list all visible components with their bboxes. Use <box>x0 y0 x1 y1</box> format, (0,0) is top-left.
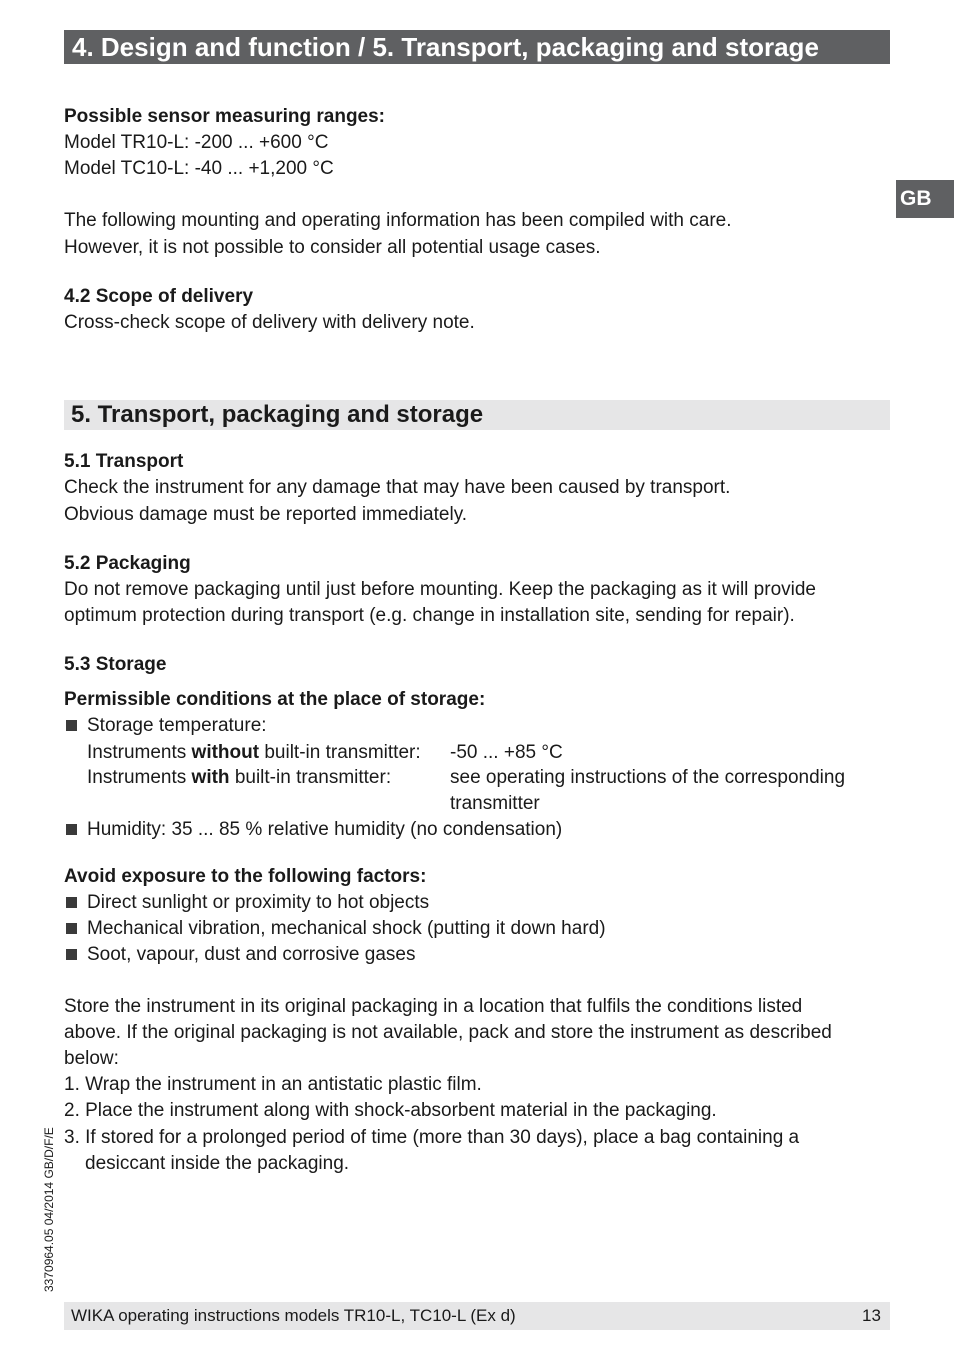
bullet-square <box>66 897 77 908</box>
store-step-continued: desiccant inside the packaging. <box>85 1153 350 1174</box>
store-step: 2. Place the instrument along with shock-absorbent material in the packaging. <box>64 1100 717 1121</box>
scope-text: Cross-check scope of delivery with delivery note. <box>64 312 475 333</box>
footer-text: WIKA operating instructions models TR10-L, TC10-L (Ex d) <box>71 1306 516 1325</box>
bullet-square <box>66 720 77 731</box>
packaging-text: Do not remove packaging until just before mounting. Keep the packaging as it will provide <box>64 579 816 600</box>
scope-heading: 4.2 Scope of delivery <box>64 286 254 307</box>
store-step: 3. If stored for a prolonged period of time (more than 30 days), place a bag containing a <box>64 1127 800 1148</box>
avoid-heading: Avoid exposure to the following factors: <box>64 866 427 887</box>
range-tc10: Model TC10-L: -40 ... +1,200 °C <box>64 158 334 179</box>
section-title: 5. Transport, packaging and storage <box>71 401 484 428</box>
store-text: below: <box>64 1048 119 1069</box>
transport-text: Check the instrument for any damage that may have been caused by transport. <box>64 477 731 498</box>
store-text: above. If the original packaging is not available, pack and store the instrument as described <box>64 1022 832 1043</box>
storage-heading: 5.3 Storage <box>64 654 167 675</box>
temp-with-value: transmitter <box>450 793 540 814</box>
page-title: 4. Design and function / 5. Transport, packaging and storage <box>72 32 819 62</box>
conditions-heading: Permissible conditions at the place of storage: <box>64 689 486 710</box>
language-tab: GB <box>896 180 954 218</box>
packaging-heading: 5.2 Packaging <box>64 553 191 574</box>
storage-temperature-label: Storage temperature: <box>87 715 267 736</box>
range-tr10: Model TR10-L: -200 ... +600 °C <box>64 132 329 153</box>
transport-text: Obvious damage must be reported immediately. <box>64 504 468 525</box>
page-number: 13 <box>862 1306 881 1325</box>
ranges-heading: Possible sensor measuring ranges: <box>64 106 386 127</box>
temp-with-value: see operating instructions of the corresponding <box>450 767 846 788</box>
bullet-square <box>66 923 77 934</box>
packaging-text: optimum protection during transport (e.g. change in installation site, sending for repair). <box>64 605 795 626</box>
temp-with-label: Instruments with built-in transmitter: <box>87 767 392 788</box>
temp-without-value: -50 ... +85 °C <box>450 742 563 763</box>
humidity-text: Humidity: 35 ... 85 % relative humidity (no condensation) <box>87 819 563 840</box>
store-text: Store the instrument in its original packaging in a location that fulfils the conditions listed <box>64 996 803 1017</box>
store-step: 1. Wrap the instrument in an antistatic plastic film. <box>64 1074 482 1095</box>
avoid-item: Direct sunlight or proximity to hot objects <box>87 892 430 913</box>
temp-without-label: Instruments without built-in transmitter: <box>87 742 421 763</box>
avoid-item: Soot, vapour, dust and corrosive gases <box>87 944 416 965</box>
info-line: However, it is not possible to consider all potential usage cases. <box>64 237 601 258</box>
transport-heading: 5.1 Transport <box>64 451 184 472</box>
bullet-square <box>66 949 77 960</box>
avoid-item: Mechanical vibration, mechanical shock (putting it down hard) <box>87 918 606 939</box>
document-reference: 3370964.05 04/2014 GB/D/F/E <box>42 1127 56 1292</box>
bullet-square <box>66 824 77 835</box>
info-line: The following mounting and operating information has been compiled with care. <box>64 210 732 231</box>
